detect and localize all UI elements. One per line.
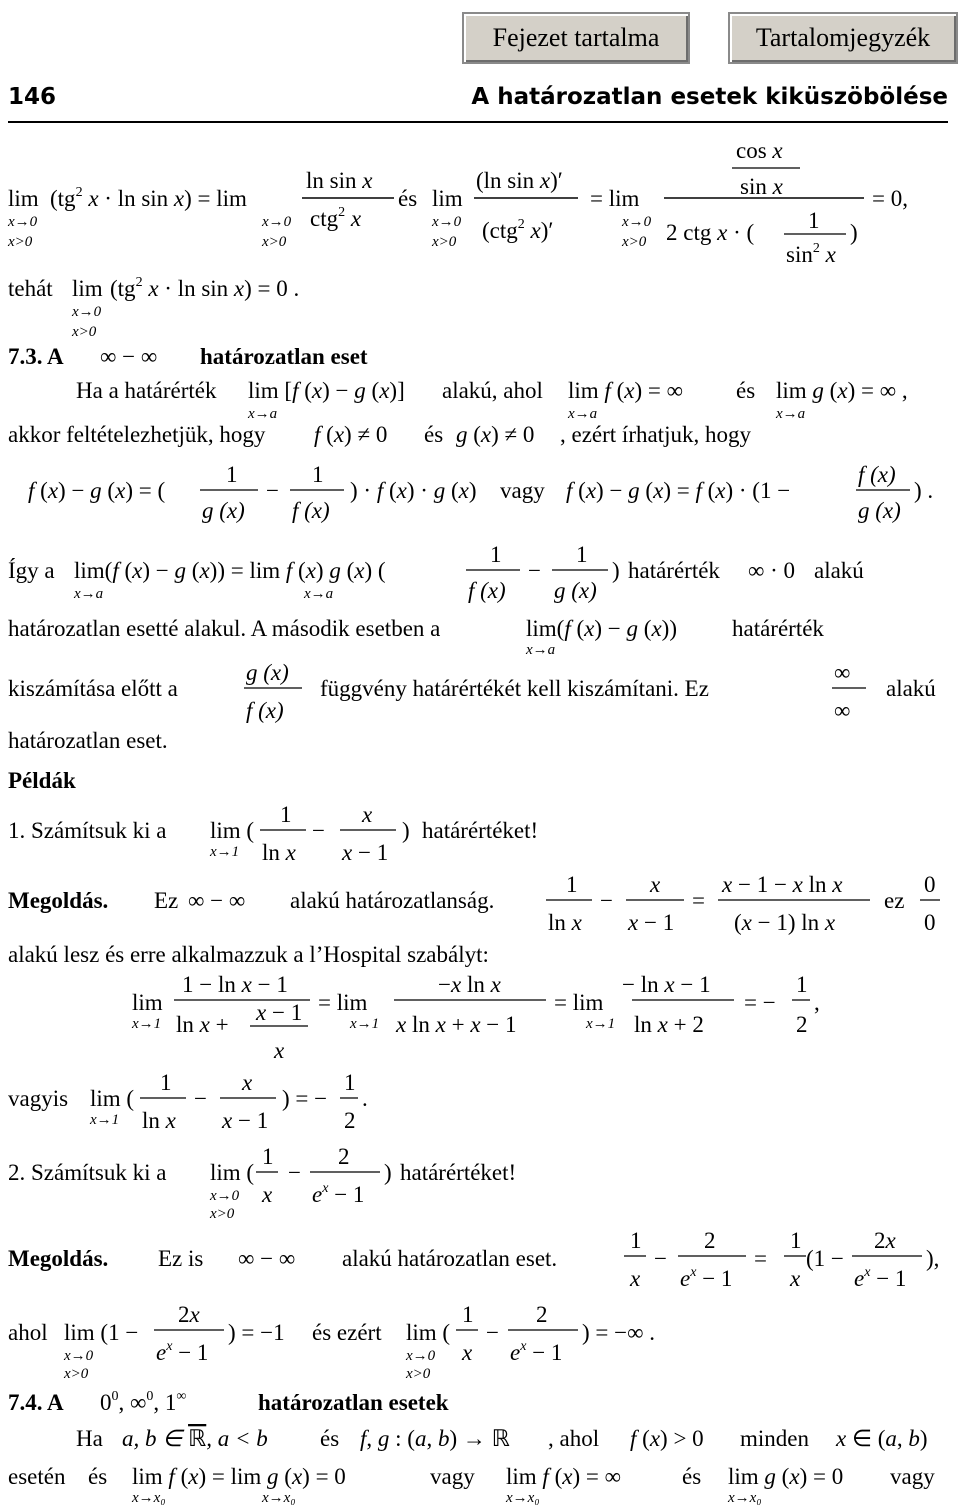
svg-text:x>0: x>0 — [432, 234, 457, 250]
svg-text:x→1: x→1 — [90, 1112, 120, 1128]
paragraph-7-3-2 — [0, 418, 960, 452]
svg-text:−: − — [600, 888, 613, 913]
svg-text:∞: ∞ — [834, 660, 851, 685]
svg-text:1: 1 — [226, 462, 238, 487]
svg-text:függvény határértékét kell kis: függvény határértékét kell kiszámítani. Ez — [320, 676, 709, 701]
svg-text:f (x) ≠ 0: f (x) ≠ 0 — [314, 422, 388, 447]
svg-text:x>0: x>0 — [262, 234, 287, 250]
svg-text:(tg2 x · ln sin x) = 0 .: ($tg^2$ x · ln sin x) = 0 . — [110, 275, 300, 301]
solution-2-line-2 — [0, 1296, 960, 1382]
svg-text:−: − — [312, 818, 325, 843]
svg-text:alakú határozatlanság.: alakú határozatlanság. — [290, 888, 495, 913]
svg-text:f (x) − g (x) = f (x) · (1 −: f (x) − g (x) = f (x) · (1 − — [566, 478, 791, 503]
svg-text:x→1: x→1 — [210, 844, 240, 860]
svg-text:2x: 2x — [178, 1302, 200, 1327]
svg-text:g (x): g (x) — [202, 498, 245, 523]
svg-text:x→a: x→a — [776, 406, 806, 422]
solution-1-line-2 — [0, 938, 960, 970]
svg-text:−: − — [266, 478, 279, 503]
svg-text:Példák: Példák — [8, 768, 76, 793]
svg-text:x − 1: x − 1 — [222, 1108, 269, 1133]
svg-text:1. Számítsuk ki a: 1. Számítsuk ki a — [8, 818, 167, 843]
svg-text:g (x) ≠ 0: g (x) ≠ 0 — [456, 422, 535, 447]
svg-text:a, b ∈ ℝ, a < b: a, b ∈ ℝ, a < b — [122, 1426, 268, 1451]
svg-text:x ∈ (a, b): x ∈ (a, b) — [836, 1426, 928, 1451]
svg-text:alakú határozatlan eset.: alakú határozatlan eset. — [342, 1246, 558, 1271]
svg-text:x→1: x→1 — [350, 1016, 380, 1032]
svg-text:1: 1 — [790, 1228, 802, 1253]
svg-text:2: 2 — [536, 1302, 548, 1327]
svg-text:f (x) − g (x) = (: f (x) − g (x) = ( — [28, 478, 166, 503]
paragraph-7-3-4 — [0, 656, 960, 726]
svg-text:) = −∞ .: ) = −∞ . — [582, 1320, 655, 1345]
svg-text:lim(f (x) − g (x)): lim(f (x) − g (x)) — [526, 616, 677, 641]
svg-text:=: = — [692, 888, 705, 913]
svg-text:lim (: lim ( — [210, 818, 255, 843]
svg-text:ctg2 x: ctg$^2$ x — [310, 205, 362, 231]
svg-text:0: 0 — [924, 910, 936, 935]
svg-text:g (x): g (x) — [858, 498, 901, 523]
svg-text:1: 1 — [344, 1070, 356, 1095]
svg-text:x→a: x→a — [304, 586, 334, 602]
section-7-3-heading — [0, 338, 960, 372]
svg-text:lim f (x) = lim g (x) = 0: lim f (x) = lim g (x) = 0 — [132, 1464, 346, 1489]
section-7-4-heading — [0, 1384, 960, 1418]
svg-text:x − 1: x − 1 — [342, 840, 389, 865]
svg-text:, ezért írhatjuk, hogy: , ezért írhatjuk, hogy — [560, 422, 751, 447]
svg-text:alakú lesz és erre alkalmazzuk: alakú lesz és erre alkalmazzuk a l’Hospital szabályt: — [8, 942, 489, 967]
svg-text:(tg2 x · ln sin x) = lim: ($tg^2$ x · ln sin x) = lim — [50, 185, 247, 211]
svg-text:x→0: x→0 — [262, 214, 292, 230]
svg-text:Ez is: Ez is — [158, 1246, 204, 1271]
svg-text:1: 1 — [312, 462, 324, 487]
paragraph-7-3-1 — [0, 372, 960, 422]
svg-text:x>0: x>0 — [622, 234, 647, 250]
svg-text:x>0: x>0 — [210, 1206, 235, 1220]
svg-text:) = −: ) = − — [282, 1086, 328, 1111]
svg-text:x→a: x→a — [568, 406, 598, 422]
formula-igy — [0, 536, 960, 612]
svg-text:1: 1 — [566, 872, 578, 897]
svg-text:ln x: ln x — [548, 910, 582, 935]
svg-text:∞ − ∞: ∞ − ∞ — [100, 344, 158, 369]
svg-text:(x − 1) ln x: (x − 1) ln x — [734, 910, 836, 935]
svg-text:lim: lim — [8, 186, 39, 211]
svg-text:,: , — [814, 990, 820, 1015]
svg-text:, ahol: , ahol — [548, 1426, 600, 1451]
svg-text:minden: minden — [740, 1426, 809, 1451]
svg-text:és: és — [424, 422, 444, 447]
svg-text:1: 1 — [462, 1302, 474, 1327]
svg-text:∞ · 0: ∞ · 0 — [748, 558, 796, 583]
svg-text:ln x: ln x — [262, 840, 296, 865]
svg-text:határozatlan esetek: határozatlan esetek — [258, 1390, 449, 1415]
formula-lhospital — [0, 968, 960, 1068]
svg-text:(ctg2 x)′: (ctg$^2$ x)′ — [482, 217, 554, 243]
svg-text:Megoldás.: Megoldás. — [8, 888, 109, 913]
svg-text:),: ), — [926, 1246, 940, 1271]
svg-text:ln x +: ln x + — [176, 1012, 229, 1037]
svg-text:∞ − ∞: ∞ − ∞ — [238, 1246, 296, 1271]
svg-text:x − 1: x − 1 — [628, 910, 675, 935]
svg-text:f (x): f (x) — [246, 698, 284, 723]
svg-text:−: − — [288, 1160, 301, 1185]
svg-text:00, ∞0, 1∞: $0^0$, ∞$^0$, 1∞ — [100, 1389, 187, 1415]
svg-text:x: x — [274, 1038, 285, 1063]
svg-text:): ) — [850, 220, 858, 245]
svg-text:f (x): f (x) — [468, 578, 506, 603]
formula-vagyis — [0, 1066, 960, 1138]
example-2 — [0, 1138, 960, 1220]
svg-text:x>0: x>0 — [406, 1366, 431, 1382]
svg-text:f (x): f (x) — [858, 462, 896, 487]
svg-text:x→1: x→1 — [586, 1016, 616, 1032]
svg-text:x→x₀: x→x₀ — [262, 1490, 296, 1506]
svg-text:− ln x − 1: − ln x − 1 — [622, 972, 711, 997]
svg-text:és: és — [736, 378, 756, 403]
svg-text:lim: lim — [132, 990, 163, 1015]
svg-text:és: és — [682, 1464, 702, 1489]
svg-text:7.4. A: 7.4. A — [8, 1390, 64, 1415]
svg-text:x→0: x→0 — [622, 214, 652, 230]
svg-text:ahol: ahol — [8, 1320, 48, 1345]
svg-text:2x: 2x — [874, 1228, 896, 1253]
svg-text:1 − ln x − 1: 1 − ln x − 1 — [182, 972, 288, 997]
svg-text:x→1: x→1 — [132, 1016, 162, 1032]
paragraph-7-4-1 — [0, 1418, 960, 1454]
svg-text:határérték: határérték — [732, 616, 824, 641]
paragraph-7-3-3 — [0, 612, 960, 656]
paragraph-7-4-2 — [0, 1454, 960, 1508]
svg-text:lim g (x) = ∞ ,: lim g (x) = ∞ , — [776, 378, 908, 403]
header-rule — [8, 121, 948, 123]
svg-text:és ezért: és ezért — [312, 1320, 382, 1345]
svg-text:2: 2 — [704, 1228, 716, 1253]
formula-f-minus-g — [0, 456, 960, 532]
svg-text:x→0: x→0 — [8, 214, 38, 230]
svg-text:Ha a határérték: Ha a határérték — [76, 378, 217, 403]
svg-text:= lim: = lim — [318, 990, 368, 1015]
svg-text:és: és — [320, 1426, 340, 1451]
svg-text:−: − — [528, 558, 541, 583]
svg-text:ln x + 2: ln x + 2 — [634, 1012, 704, 1037]
chapter-contents-button[interactable]: Fejezet tartalma — [462, 12, 690, 64]
svg-text:(ln sin x)′: (ln sin x)′ — [476, 168, 563, 193]
svg-text:) .: ) . — [914, 478, 934, 503]
svg-text:2: 2 — [344, 1108, 356, 1133]
svg-text:1: 1 — [160, 1070, 172, 1095]
paragraph-7-3-5 — [0, 722, 960, 756]
svg-text:x→a: x→a — [526, 642, 556, 656]
svg-text:alakú: alakú — [886, 676, 936, 701]
svg-text:f, g : (a, b) → ℝ: f, g : (a, b) → ℝ — [360, 1426, 510, 1451]
svg-text:x − 1 − x ln x: x − 1 − x ln x — [722, 872, 843, 897]
svg-text:lim f (x) = ∞: lim f (x) = ∞ — [506, 1464, 621, 1489]
svg-text:Ha: Ha — [76, 1426, 103, 1451]
svg-text:(1 −: (1 − — [806, 1246, 844, 1271]
svg-text:lim (: lim ( — [90, 1086, 135, 1111]
svg-text:ex − 1: $e^x - 1$ — [680, 1265, 733, 1291]
svg-text:1: 1 — [262, 1144, 274, 1169]
es-word: és — [398, 186, 418, 211]
svg-text:vagy: vagy — [500, 478, 545, 503]
svg-text:Így a: Így a — [8, 558, 55, 583]
svg-text:= 0,: = 0, — [872, 186, 908, 211]
svg-text:x: x — [262, 1182, 273, 1207]
svg-text:g (x): g (x) — [246, 660, 289, 685]
svg-text:vagy: vagy — [430, 1464, 475, 1489]
svg-text:1: 1 — [808, 208, 820, 233]
svg-text:x→x₀: x→x₀ — [132, 1490, 166, 1506]
table-of-contents-button[interactable]: Tartalomjegyzék — [728, 12, 958, 64]
svg-text:= lim: = lim — [590, 186, 640, 211]
svg-text:2. Számítsuk ki a: 2. Számítsuk ki a — [8, 1160, 167, 1185]
svg-text:): ) — [402, 818, 410, 843]
svg-text:1: 1 — [576, 542, 588, 567]
svg-text:): ) — [612, 558, 620, 583]
svg-text:lim: lim — [432, 186, 463, 211]
svg-text:1: 1 — [490, 542, 502, 567]
svg-text:ln x: ln x — [142, 1108, 176, 1133]
examples-heading — [0, 762, 960, 796]
svg-text:ex − 1: $e^x - 1$ — [510, 1339, 563, 1365]
svg-text:lim(f (x) − g (x)) = lim f (x): lim(f (x) − g (x)) = lim f (x) g (x) ( — [74, 558, 386, 583]
svg-text:határérték: határérték — [628, 558, 720, 583]
svg-text:) · f (x) · g (x): ) · f (x) · g (x) — [350, 478, 477, 503]
svg-text:Ez: Ez — [154, 888, 179, 913]
svg-text:alakú, ahol: alakú, ahol — [442, 378, 543, 403]
svg-text:x>0: x>0 — [64, 1366, 89, 1382]
svg-text:ex − 1: $e^x - 1$ — [312, 1181, 365, 1207]
solution-1-line-1 — [0, 868, 960, 940]
page-title: A határozatlan esetek kiküszöbölése — [471, 84, 948, 110]
svg-text:sin2 x: $\sin^2 x$ — [786, 241, 836, 267]
svg-text:x: x — [242, 1070, 253, 1095]
svg-text:Megoldás.: Megoldás. — [8, 1246, 109, 1271]
formula-tehat — [0, 266, 960, 338]
svg-text:∞: ∞ — [834, 698, 851, 723]
svg-text:x>0: x>0 — [8, 234, 33, 250]
svg-text:vagy: vagy — [890, 1464, 935, 1489]
svg-text:x→x₀: x→x₀ — [506, 1490, 540, 1506]
svg-text:ln sin x: ln sin x — [306, 168, 373, 193]
svg-text:f (x) > 0: f (x) > 0 — [630, 1426, 704, 1451]
svg-text:x→0: x→0 — [210, 1188, 240, 1204]
svg-text:határozatlan eset.: határozatlan eset. — [8, 728, 168, 753]
svg-text:−x ln x: −x ln x — [438, 972, 501, 997]
svg-text:lim (1 −: lim (1 − — [64, 1320, 139, 1345]
svg-text:x − 1: x − 1 — [256, 1000, 303, 1025]
svg-text:határozatlan eset: határozatlan eset — [200, 344, 368, 369]
svg-text:x→0: x→0 — [406, 1348, 436, 1364]
svg-text:7.3. A: 7.3. A — [8, 344, 64, 369]
svg-text:x→0: x→0 — [72, 304, 102, 320]
svg-text:és: és — [88, 1464, 108, 1489]
svg-text:.: . — [362, 1086, 368, 1111]
svg-text:) = −1: ) = −1 — [228, 1320, 285, 1345]
svg-text:ex − 1: $e^x - 1$ — [854, 1265, 907, 1291]
svg-text:g (x): g (x) — [554, 578, 597, 603]
svg-text:lim f (x) = ∞: lim f (x) = ∞ — [568, 378, 683, 403]
svg-text:ez: ez — [884, 888, 905, 913]
svg-text:alakú: alakú — [814, 558, 864, 583]
svg-text:lim (: lim ( — [210, 1160, 255, 1185]
svg-text:lim [f (x) − g (x)]: lim [f (x) − g (x)] — [248, 378, 405, 403]
svg-text:= lim: = lim — [554, 990, 604, 1015]
svg-text:−: − — [486, 1320, 499, 1345]
svg-text:x>0: x>0 — [72, 324, 97, 338]
svg-text:2: 2 — [796, 1012, 808, 1037]
svg-text:ex − 1: $e^x - 1$ — [156, 1339, 209, 1365]
page-header — [8, 84, 948, 120]
svg-text:1: 1 — [280, 802, 292, 827]
svg-text:határértéket!: határértéket! — [400, 1160, 517, 1185]
svg-text:x→0: x→0 — [64, 1348, 94, 1364]
formula-limit-tg-ln-sin — [0, 130, 960, 280]
svg-text:akkor feltételezhetjük, hogy: akkor feltételezhetjük, hogy — [8, 422, 266, 447]
svg-text:−: − — [194, 1086, 207, 1111]
solution-2-line-1 — [0, 1224, 960, 1296]
svg-text:f (x): f (x) — [292, 498, 330, 523]
svg-text:x: x — [462, 1340, 473, 1365]
svg-text:1: 1 — [630, 1228, 642, 1253]
example-1 — [0, 798, 960, 868]
svg-text:kiszámítása előtt a: kiszámítása előtt a — [8, 676, 178, 701]
svg-text:x ln x + x − 1: x ln x + x − 1 — [396, 1012, 517, 1037]
svg-text:x→0: x→0 — [432, 214, 462, 230]
svg-text:határozatlan esetté alakul. A: határozatlan esetté alakul. A második esetben a — [8, 616, 441, 641]
svg-text:2: 2 — [338, 1144, 350, 1169]
svg-text:sin x: sin x — [740, 174, 783, 199]
svg-text:lim (: lim ( — [406, 1320, 451, 1345]
svg-text:−: − — [654, 1246, 667, 1271]
svg-text:x: x — [630, 1266, 641, 1291]
svg-text:vagyis: vagyis — [8, 1086, 69, 1111]
svg-text:cos x: cos x — [736, 138, 783, 163]
svg-text:x→a: x→a — [74, 586, 104, 602]
svg-text:0: 0 — [924, 872, 936, 897]
svg-text:=: = — [754, 1246, 767, 1271]
svg-text:2 ctg x · (: 2 ctg x · ( — [666, 220, 755, 245]
svg-text:x→x₀: x→x₀ — [728, 1490, 762, 1506]
svg-text:x: x — [650, 872, 661, 897]
svg-text:lim g (x) = 0: lim g (x) = 0 — [728, 1464, 844, 1489]
svg-text:= −: = − — [744, 990, 776, 1015]
svg-text:x: x — [362, 802, 373, 827]
tehat-word: tehát — [8, 276, 53, 301]
svg-text:határértéket!: határértéket! — [422, 818, 539, 843]
svg-text:x: x — [790, 1266, 801, 1291]
svg-text:): ) — [384, 1160, 392, 1185]
svg-text:1: 1 — [796, 972, 808, 997]
svg-text:lim: lim — [72, 276, 103, 301]
svg-text:∞ − ∞: ∞ − ∞ — [188, 888, 246, 913]
page-number: 146 — [8, 84, 57, 110]
svg-text:esetén: esetén — [8, 1464, 66, 1489]
svg-text:x→a: x→a — [248, 406, 278, 422]
